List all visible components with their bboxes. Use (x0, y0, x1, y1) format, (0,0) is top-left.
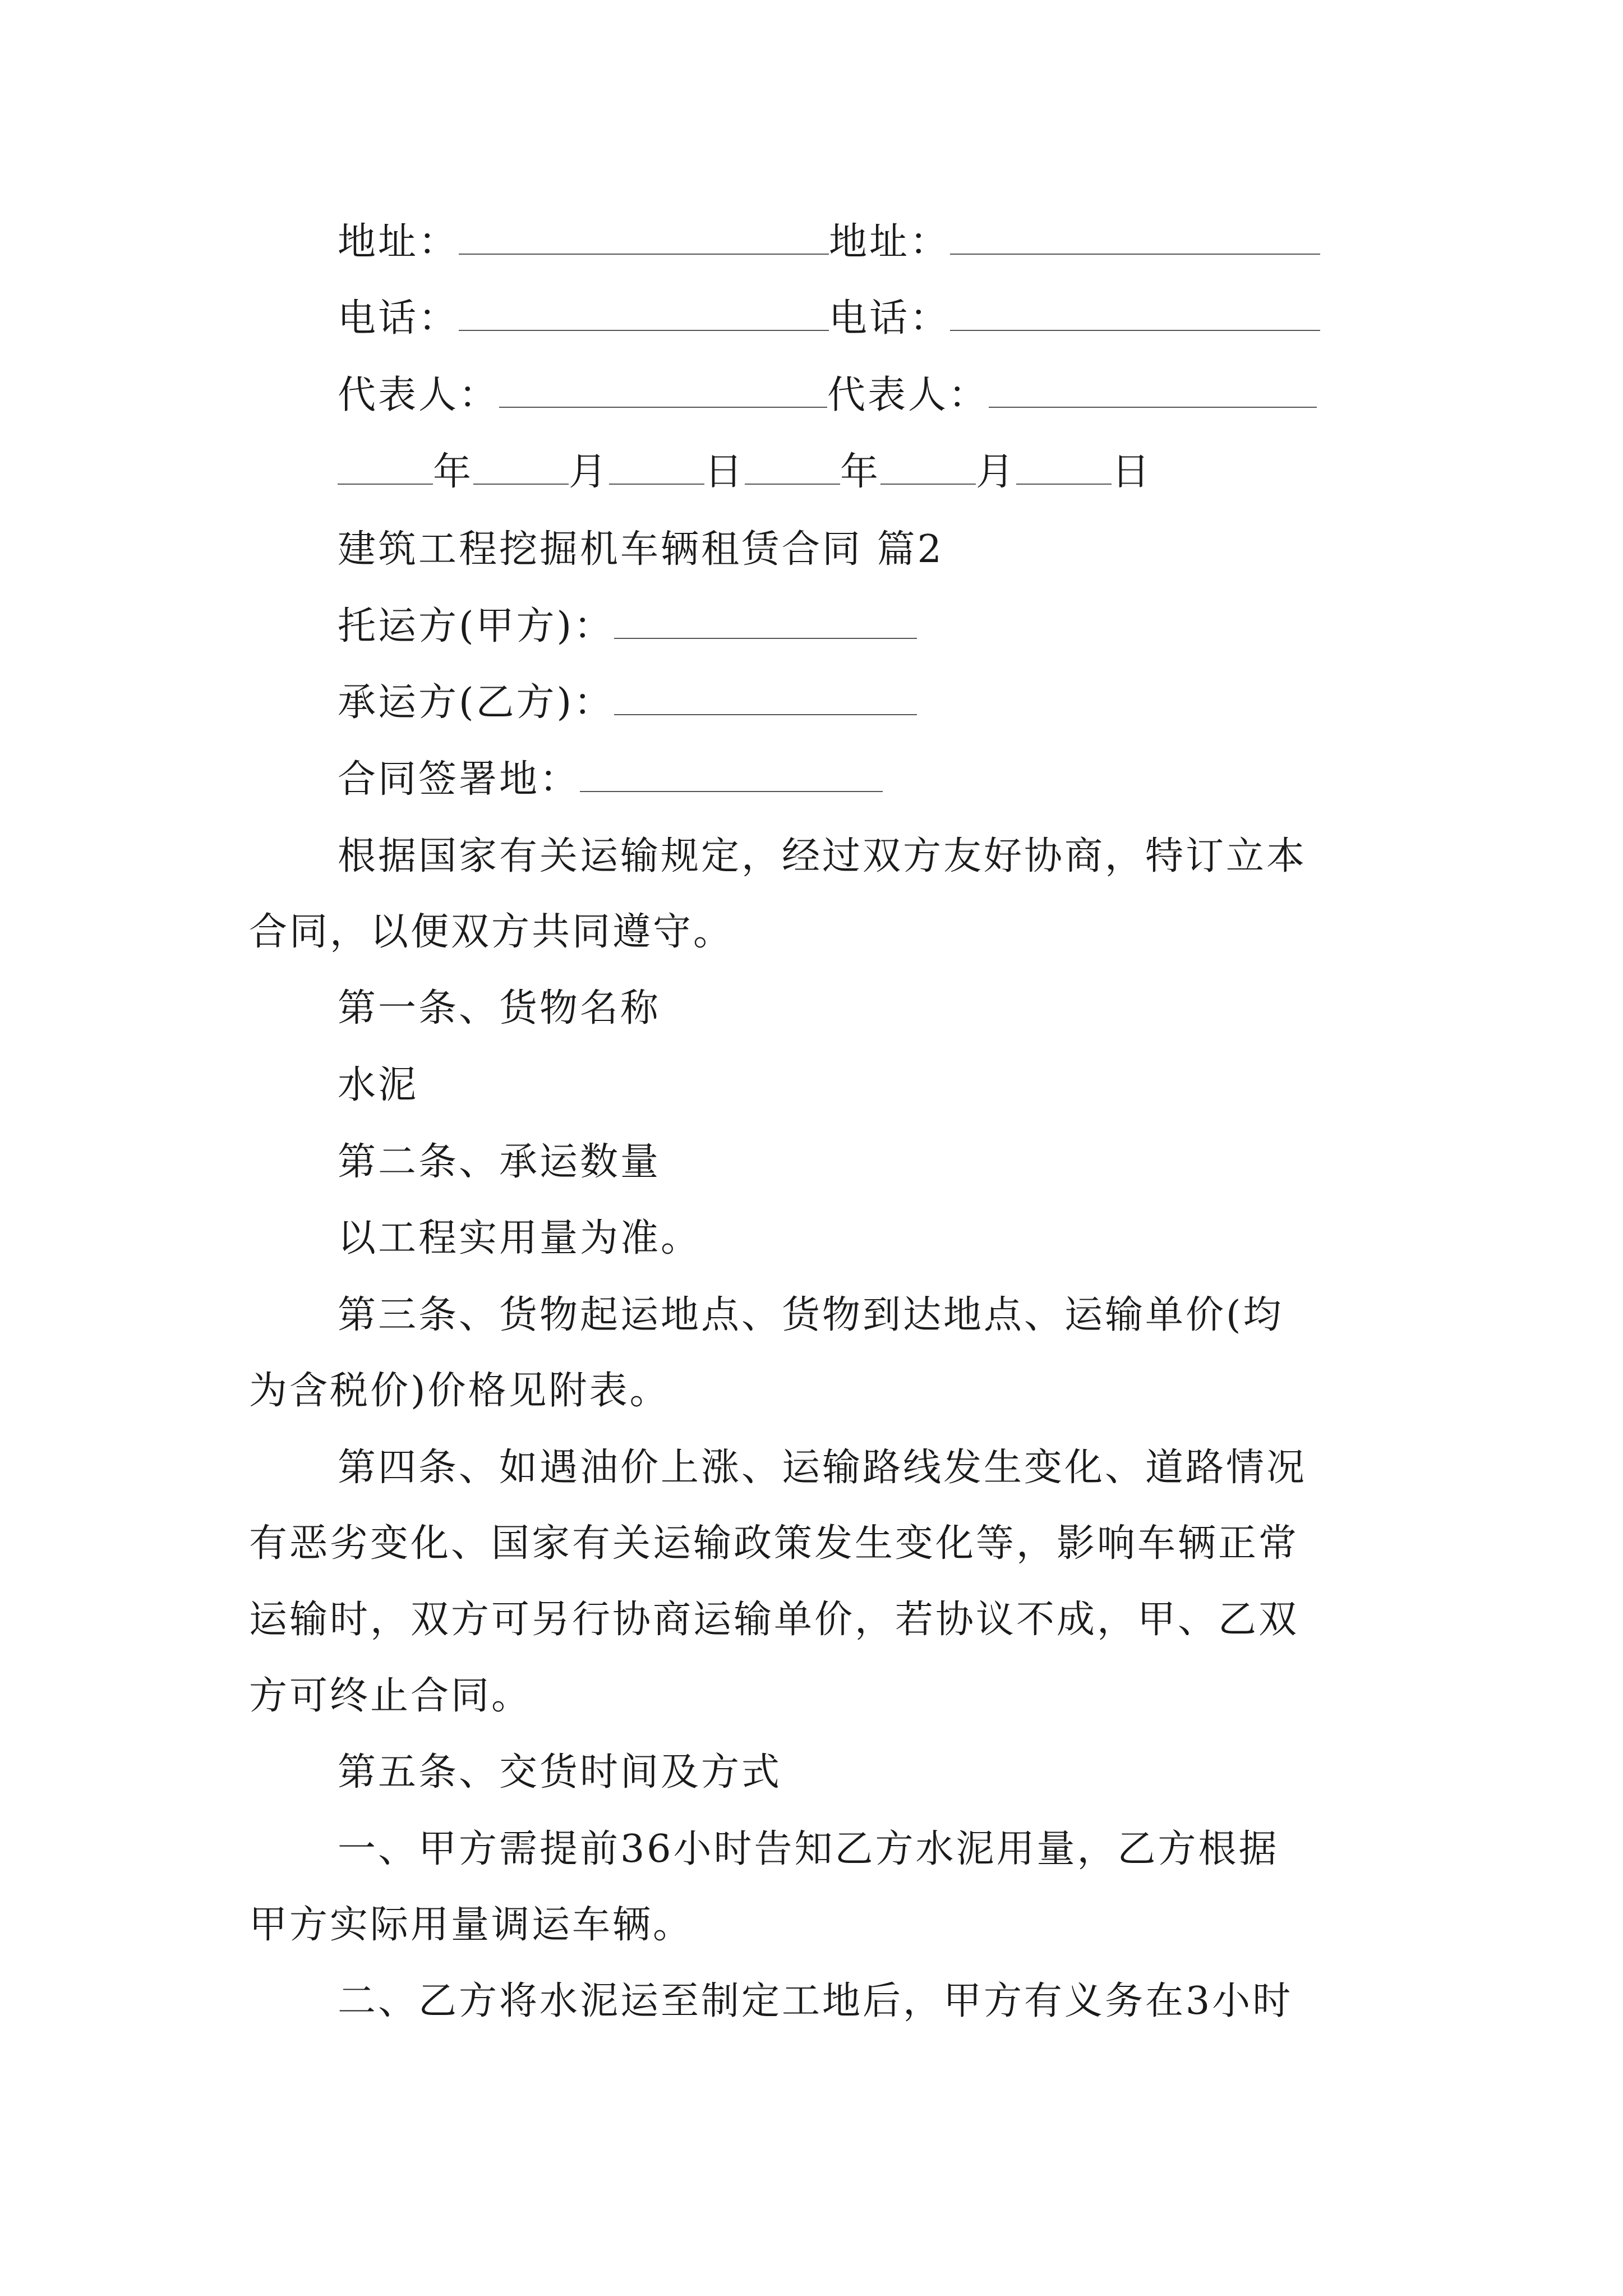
intro-line-2: 合同，以便双方共同遵守。 (249, 910, 734, 954)
carrier-label: 承运方(乙方)： (338, 680, 615, 725)
date-a-year-label: 年 (433, 450, 474, 494)
article-3-line-2: 为含税价)价格见附表。 (249, 1369, 670, 1413)
shipper-blank (614, 604, 917, 639)
signing-place-label: 合同签署地： (338, 757, 580, 802)
article-1-title: 第一条、货物名称 (338, 986, 661, 1030)
article-5-p1-line-2: 甲方实际用量调运车辆。 (249, 1903, 694, 1947)
article-4-line-1: 第四条、如遇油价上涨、运输路线发生变化、道路情况 (338, 1446, 1307, 1490)
date-b-day-blank (1016, 450, 1112, 485)
date-a-month-label: 月 (569, 450, 610, 494)
party-a-rep-label: 代表人： (338, 373, 500, 417)
article-2-body: 以工程实用量为准。 (338, 1216, 702, 1260)
date-a-month-blank (473, 450, 569, 485)
party-b-phone-label: 电话： (829, 296, 951, 341)
date-b-month-label: 月 (976, 450, 1017, 494)
article-1-body: 水泥 (338, 1063, 419, 1107)
signature-address-row (338, 220, 1382, 265)
shipper-row (338, 604, 1382, 649)
article-4-line-4: 方可终止合同。 (249, 1674, 532, 1718)
article-5-p1-line-1: 一、甲方需提前36小时告知乙方水泥用量，乙方根据 (338, 1827, 1279, 1871)
shipper-label: 托运方(甲方)： (338, 604, 615, 648)
signature-rep-row (338, 373, 1382, 418)
signature-phone-row (338, 296, 1382, 341)
article-4-line-2: 有恶劣变化、国家有关运输政策发生变化等，影响车辆正常 (249, 1521, 1299, 1566)
signing-place-row (338, 757, 1382, 802)
date-b-month-blank (880, 450, 976, 485)
signature-date-row (338, 450, 1382, 495)
party-b-phone-blank (950, 296, 1320, 331)
party-a-rep-blank (499, 373, 827, 408)
party-b-address-label: 地址： (829, 220, 951, 264)
carrier-row (338, 680, 1382, 725)
party-a-phone-label: 电话： (338, 296, 459, 341)
date-b-day-label: 日 (1112, 450, 1152, 494)
party-b-rep-label: 代表人： (827, 373, 989, 417)
article-5-p2-line-1: 二、乙方将水泥运至制定工地后，甲方有义务在3小时 (338, 1979, 1293, 2023)
party-a-address-label: 地址： (338, 220, 459, 264)
date-a-day-blank (609, 450, 704, 485)
party-a-phone-blank (459, 296, 829, 331)
contract-title: 建筑工程挖掘机车辆租赁合同 篇2 (338, 527, 944, 572)
article-5-title: 第五条、交货时间及方式 (338, 1750, 782, 1795)
date-b-year-label: 年 (840, 450, 881, 494)
date-a-year-blank (338, 450, 433, 485)
signing-place-blank (580, 757, 883, 792)
article-3-line-1: 第三条、货物起运地点、货物到达地点、运输单价(均 (338, 1293, 1284, 1337)
article-2-title: 第二条、承运数量 (338, 1140, 661, 1184)
date-b-year-blank (745, 450, 840, 485)
carrier-blank (614, 680, 917, 715)
date-a-day-label: 日 (704, 450, 745, 494)
intro-line-1: 根据国家有关运输规定，经过双方友好协商，特订立本 (338, 834, 1307, 878)
party-a-address-blank (459, 220, 829, 255)
party-b-address-blank (950, 220, 1320, 255)
article-4-line-3: 运输时，双方可另行协商运输单价，若协议不成，甲、乙双 (249, 1598, 1299, 1642)
party-b-rep-blank (989, 373, 1317, 408)
